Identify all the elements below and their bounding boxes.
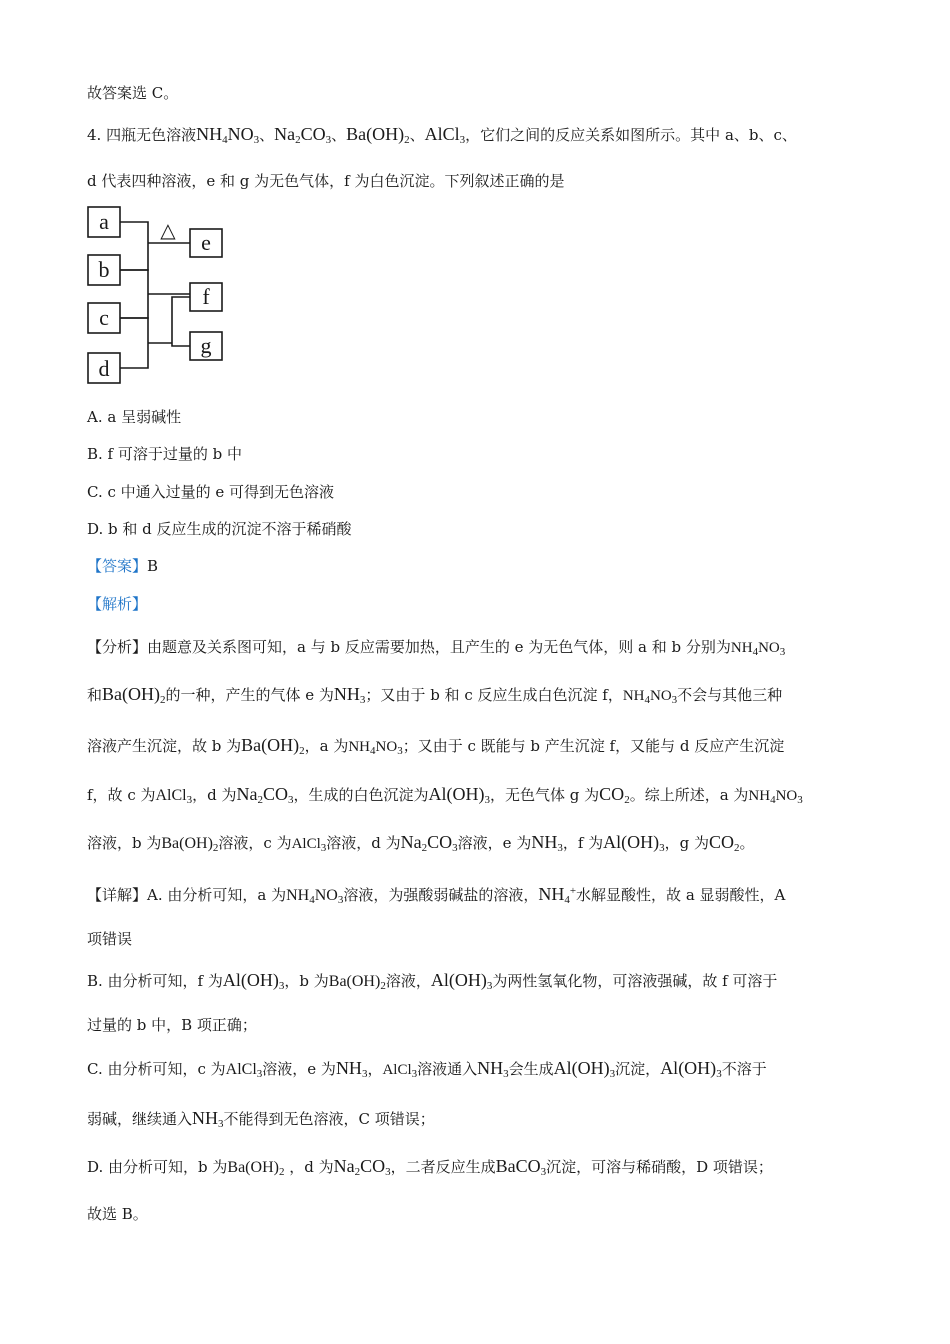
option-a: A. a 呈弱碱性: [87, 408, 182, 426]
label-g: g: [200, 333, 212, 358]
analysis-line-2: 和$Ba(OH)_2$的一种，产生的气体 e 为$NH_3$；又由于 b 和 c 反应生成白色沉淀 f，$NH_4NO_3$不会与其他三种: [87, 684, 783, 706]
detail-b-line-1: B. 由分析可知，f 为$Al(OH)_3$，b 为$Ba(OH)_2$溶液，$Al(OH)_3$为两性氢氧化物，可溶液强碱，故 f 可溶于: [87, 970, 778, 992]
label-e: e: [201, 230, 211, 255]
detail-b-line-2: 过量的 b 中，B 项正确；: [87, 1016, 257, 1034]
question-stem-line2: d 代表四种溶液，e 和 g 为无色气体，f 为白色沉淀。下列叙述正确的是: [87, 172, 565, 190]
answer-line: 【答案】B: [87, 557, 159, 575]
analysis-line-4: f，故 c 为AlCl$_3$，d 为$Na_2CO_3$，生成的白色沉淀为$Al(OH)_3$，无色气体 g 为$CO_2$。综上所述，a 为$NH_4NO_3$: [87, 784, 803, 806]
label-a: a: [99, 209, 109, 234]
intro-line: 故答案选 C。: [87, 84, 179, 102]
detail-c-line-1: C. 由分析可知，c 为AlCl$_3$溶液，e 为$NH_3$，AlCl$_3$溶液通入$NH_3$会生成$Al(OH)_3$沉淀，$Al(OH)_3$不溶于: [87, 1058, 767, 1080]
reaction-diagram: [86, 205, 236, 387]
question-stem: 4. 四瓶无色溶液$NH_4NO_3$、$Na_2CO_3$、$Ba(OH)_2$、AlCl$_3$，它们之间的反应关系如图所示。其中 a、b、c、: [87, 124, 797, 146]
analysis-heading: 【解析】: [87, 595, 148, 613]
analysis-line-3: 溶液产生沉淀，故 b 为$Ba(OH)_2$，a 为$NH_4NO_3$；又由于 c 既能与 b 产生沉淀 f，又能与 d 反应产生沉淀: [87, 735, 785, 757]
option-b: B. f 可溶于过量的 b 中: [87, 445, 243, 463]
label-d: d: [98, 356, 110, 381]
option-c: C. c 中通入过量的 e 可得到无色溶液: [87, 483, 335, 501]
detail-a-line-2: 项错误: [87, 930, 133, 948]
detail-d-line: D. 由分析可知，b 为$Ba(OH)_2$ ，d 为$Na_2CO_3$，二者反应生成BaCO$_3$沉淀，可溶与稀硝酸，D 项错误；: [87, 1156, 773, 1178]
heat-symbol: △: [160, 220, 176, 242]
final-answer: 故选 B。: [87, 1205, 148, 1223]
label-c: c: [99, 305, 109, 330]
label-b: b: [98, 257, 110, 282]
detail-a-line-1: 【详解】A. 由分析可知，a 为$NH_4NO_3$溶液，为强酸弱碱盐的溶液，$NH_4^+$水解显酸性，故 a 显弱酸性，A: [87, 884, 786, 906]
option-d: D. b 和 d 反应生成的沉淀不溶于稀硝酸: [87, 520, 352, 538]
analysis-line-1: 【分析】由题意及关系图可知，a 与 b 反应需要加热，且产生的 e 为无色气体，则 a 和 b 分别为$NH_4NO_3$: [87, 638, 786, 658]
label-f: f: [202, 284, 210, 309]
detail-c-line-2: 弱碱，继续通入$NH_3$不能得到无色溶液，C 项错误；: [87, 1108, 435, 1130]
analysis-line-5: 溶液，b 为$Ba(OH)_2$溶液，c 为AlCl$_3$溶液，d 为$Na_2CO_3$溶液，e 为$NH_3$，f 为$Al(OH)_3$，g 为$CO_2$。: [87, 832, 755, 854]
